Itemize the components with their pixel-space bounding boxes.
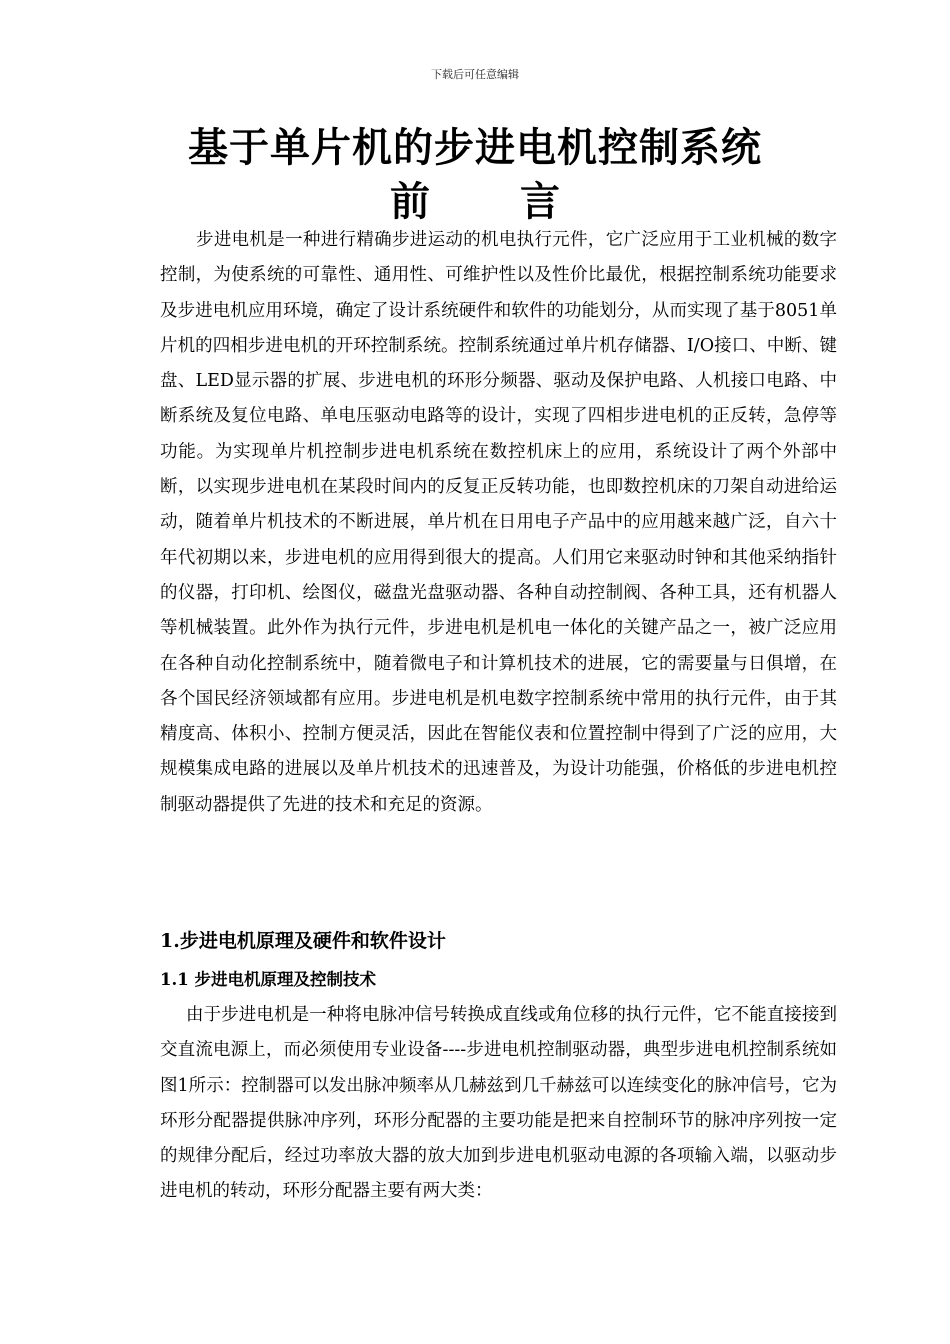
document-title: 基于单片机的步进电机控制系统 [188, 124, 762, 171]
preface-heading-part1: 前 [390, 178, 430, 225]
preface-heading-part2: 言 [520, 178, 560, 225]
subsection-heading: 1.1 步进电机原理及控制技术 [160, 970, 376, 989]
header-note: 下载后可任意编辑 [431, 68, 519, 81]
preface-heading [0, 176, 950, 228]
intro-paragraph: 步进电机是一种进行精确步进运动的机电执行元件，它广泛应用于工业机械的数字控制，为使系统的可靠性、通用性、可维护性以及性价比最优，根据控制系统功能要求及步进电机应用环境，确定了设计系统硬件和软件的功能划分，从而实现了基于8051单片机的四相步进电机的开环控制系统。控制系统通过单片机存储器、I/O接口、中断、键盘、LED显示器的扩展、步进电机的环形分频器、驱动及保护电路、人机接口电路、中断系统及复位电路、单电压驱动电路等的设计，实现了四相步进电机的正反转，急停等功能。为实现单片机控制步进电机系统在数控机床上的应用，系统设计了两个外部中断，以实现步进电机在某段时间内的反复正反转功能，也即数控机床的刀架自动进给运动，随着单片机技术的不断进展，单片机在日用电子产品中的应用越来越广泛，自六十年代初期以来，步进电机的应用得到很大的提高。人们用它来驱动时钟和其他采纳指针的仪器，打印机、绘图仪，磁盘光盘驱动器、各种自动控制阀、各种工具，还有机器人等机械装置。此外作为执行元件，步进电机是机电一体化的关键产品之一，被广泛应用在各种自动化控制系统中，随着微电子和计算机技术的进展，它的需要量与日俱增，在各个国民经济领域都有应用。步进电机是机电数字控制系统中常用的执行元件，由于其精度高、体积小、控制方便灵活，因此在智能仪表和位置控制中得到了广泛的应用，大规模集成电路的进展以及单片机技术的迅速普及，为设计功能强，价格低的步进电机控制驱动器提供了先进的技术和充足的资源。 [160, 230, 837, 815]
section-heading: 1.步进电机原理及硬件和软件设计 [160, 930, 446, 952]
section-paragraph: 由于步进电机是一种将电脉冲信号转换成直线或角位移的执行元件，它不能直接接到交直流电源上，而必须使用专业设备----步进电机控制驱动器，典型步进电机控制系统如图1所示：控制器可以发出脉冲频率从几赫兹到几千赫兹可以连续变化的脉冲信号，它为环形分配器提供脉冲序列，环形分配器的主要功能是把来自控制环节的脉冲序列按一定的规律分配后，经过功率放大器的放大加到步进电机驱动电源的各项输入端，以驱动步进电机的转动，环形分配器主要有两大类： [160, 1005, 837, 1202]
